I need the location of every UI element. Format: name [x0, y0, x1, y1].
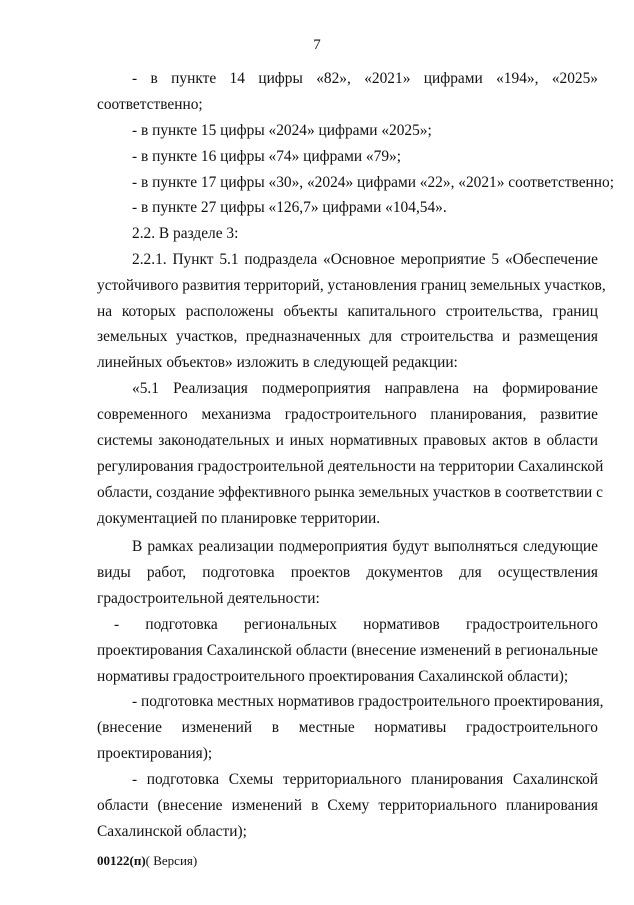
text-line: проектирования Сахалинской области (внесение изменений в региональные — [97, 642, 598, 659]
document-version: ( Версия) — [145, 853, 198, 868]
text-line: «5.1 Реализация подмероприятия направлена на формирование — [132, 380, 598, 397]
text-line: Сахалинской области); — [97, 823, 247, 840]
text-line: - в пункте 16 цифры «74» цифрами «79»; — [132, 148, 401, 165]
text-line: (внесение изменений в местные нормативы градостроительного — [97, 719, 598, 736]
list-item: - подготовка местных нормативов градостроительного проектирования, — [132, 693, 604, 710]
text-line: документацией по планировке территории. — [97, 510, 381, 527]
text-line: градостроительной деятельности: — [97, 590, 320, 607]
text-line: - в пункте 27 цифры «126,7» цифрами «104,54». — [132, 199, 447, 216]
text-line: нормативы градостроительного проектирования Сахалинской области); — [97, 668, 569, 685]
text-line: виды работ, подготовка проектов документов для осуществления — [97, 564, 598, 581]
document-footer — [97, 853, 197, 869]
text-line: 2.2.1. Пункт 5.1 подраздела «Основное мероприятие 5 «Обеспечение — [132, 251, 598, 268]
text-line: на которых расположены объекты капитального строительства, границ — [97, 303, 598, 320]
text-line: соответственно; — [97, 96, 203, 113]
page-number: 7 — [313, 37, 321, 53]
text-line: линейных объектов» изложить в следующей редакции: — [97, 354, 458, 371]
text-line: устойчивого развития территорий, установления границ земельных участков, — [97, 277, 606, 294]
text-line: земельных участков, предназначенных для строительства и размещения — [97, 328, 598, 345]
text-line: - в пункте 15 цифры «2024» цифрами «2025»; — [132, 122, 432, 139]
list-item: - подготовка региональных нормативов градостроительного — [114, 616, 598, 633]
text-line: современного механизма градостроительного планирования, развитие — [97, 406, 598, 423]
section-heading: 2.2. В разделе 3: — [132, 225, 239, 242]
text-line: системы законодательных и иных нормативных правовых актов в области — [97, 432, 598, 449]
text-line: проектирования); — [97, 745, 213, 762]
text-line: области (внесение изменений в Схему территориального планирования — [97, 797, 598, 814]
document-code: 00122(п) — [97, 853, 146, 868]
text-line: регулирования градостроительной деятельности на территории Сахалинской — [97, 458, 604, 475]
text-line: - в пункте 17 цифры «30», «2024» цифрами «22», «2021» соответственно; — [132, 174, 614, 191]
text-line: области, создание эффективного рынка земельных участков в соответствии с — [97, 484, 603, 501]
list-item: - подготовка Схемы территориального планирования Сахалинской — [132, 771, 598, 788]
text-line: - в пункте 14 цифры «82», «2021» цифрами «194», «2025» — [132, 70, 598, 87]
text-line: В рамках реализации подмероприятия будут выполняться следующие — [132, 538, 598, 555]
